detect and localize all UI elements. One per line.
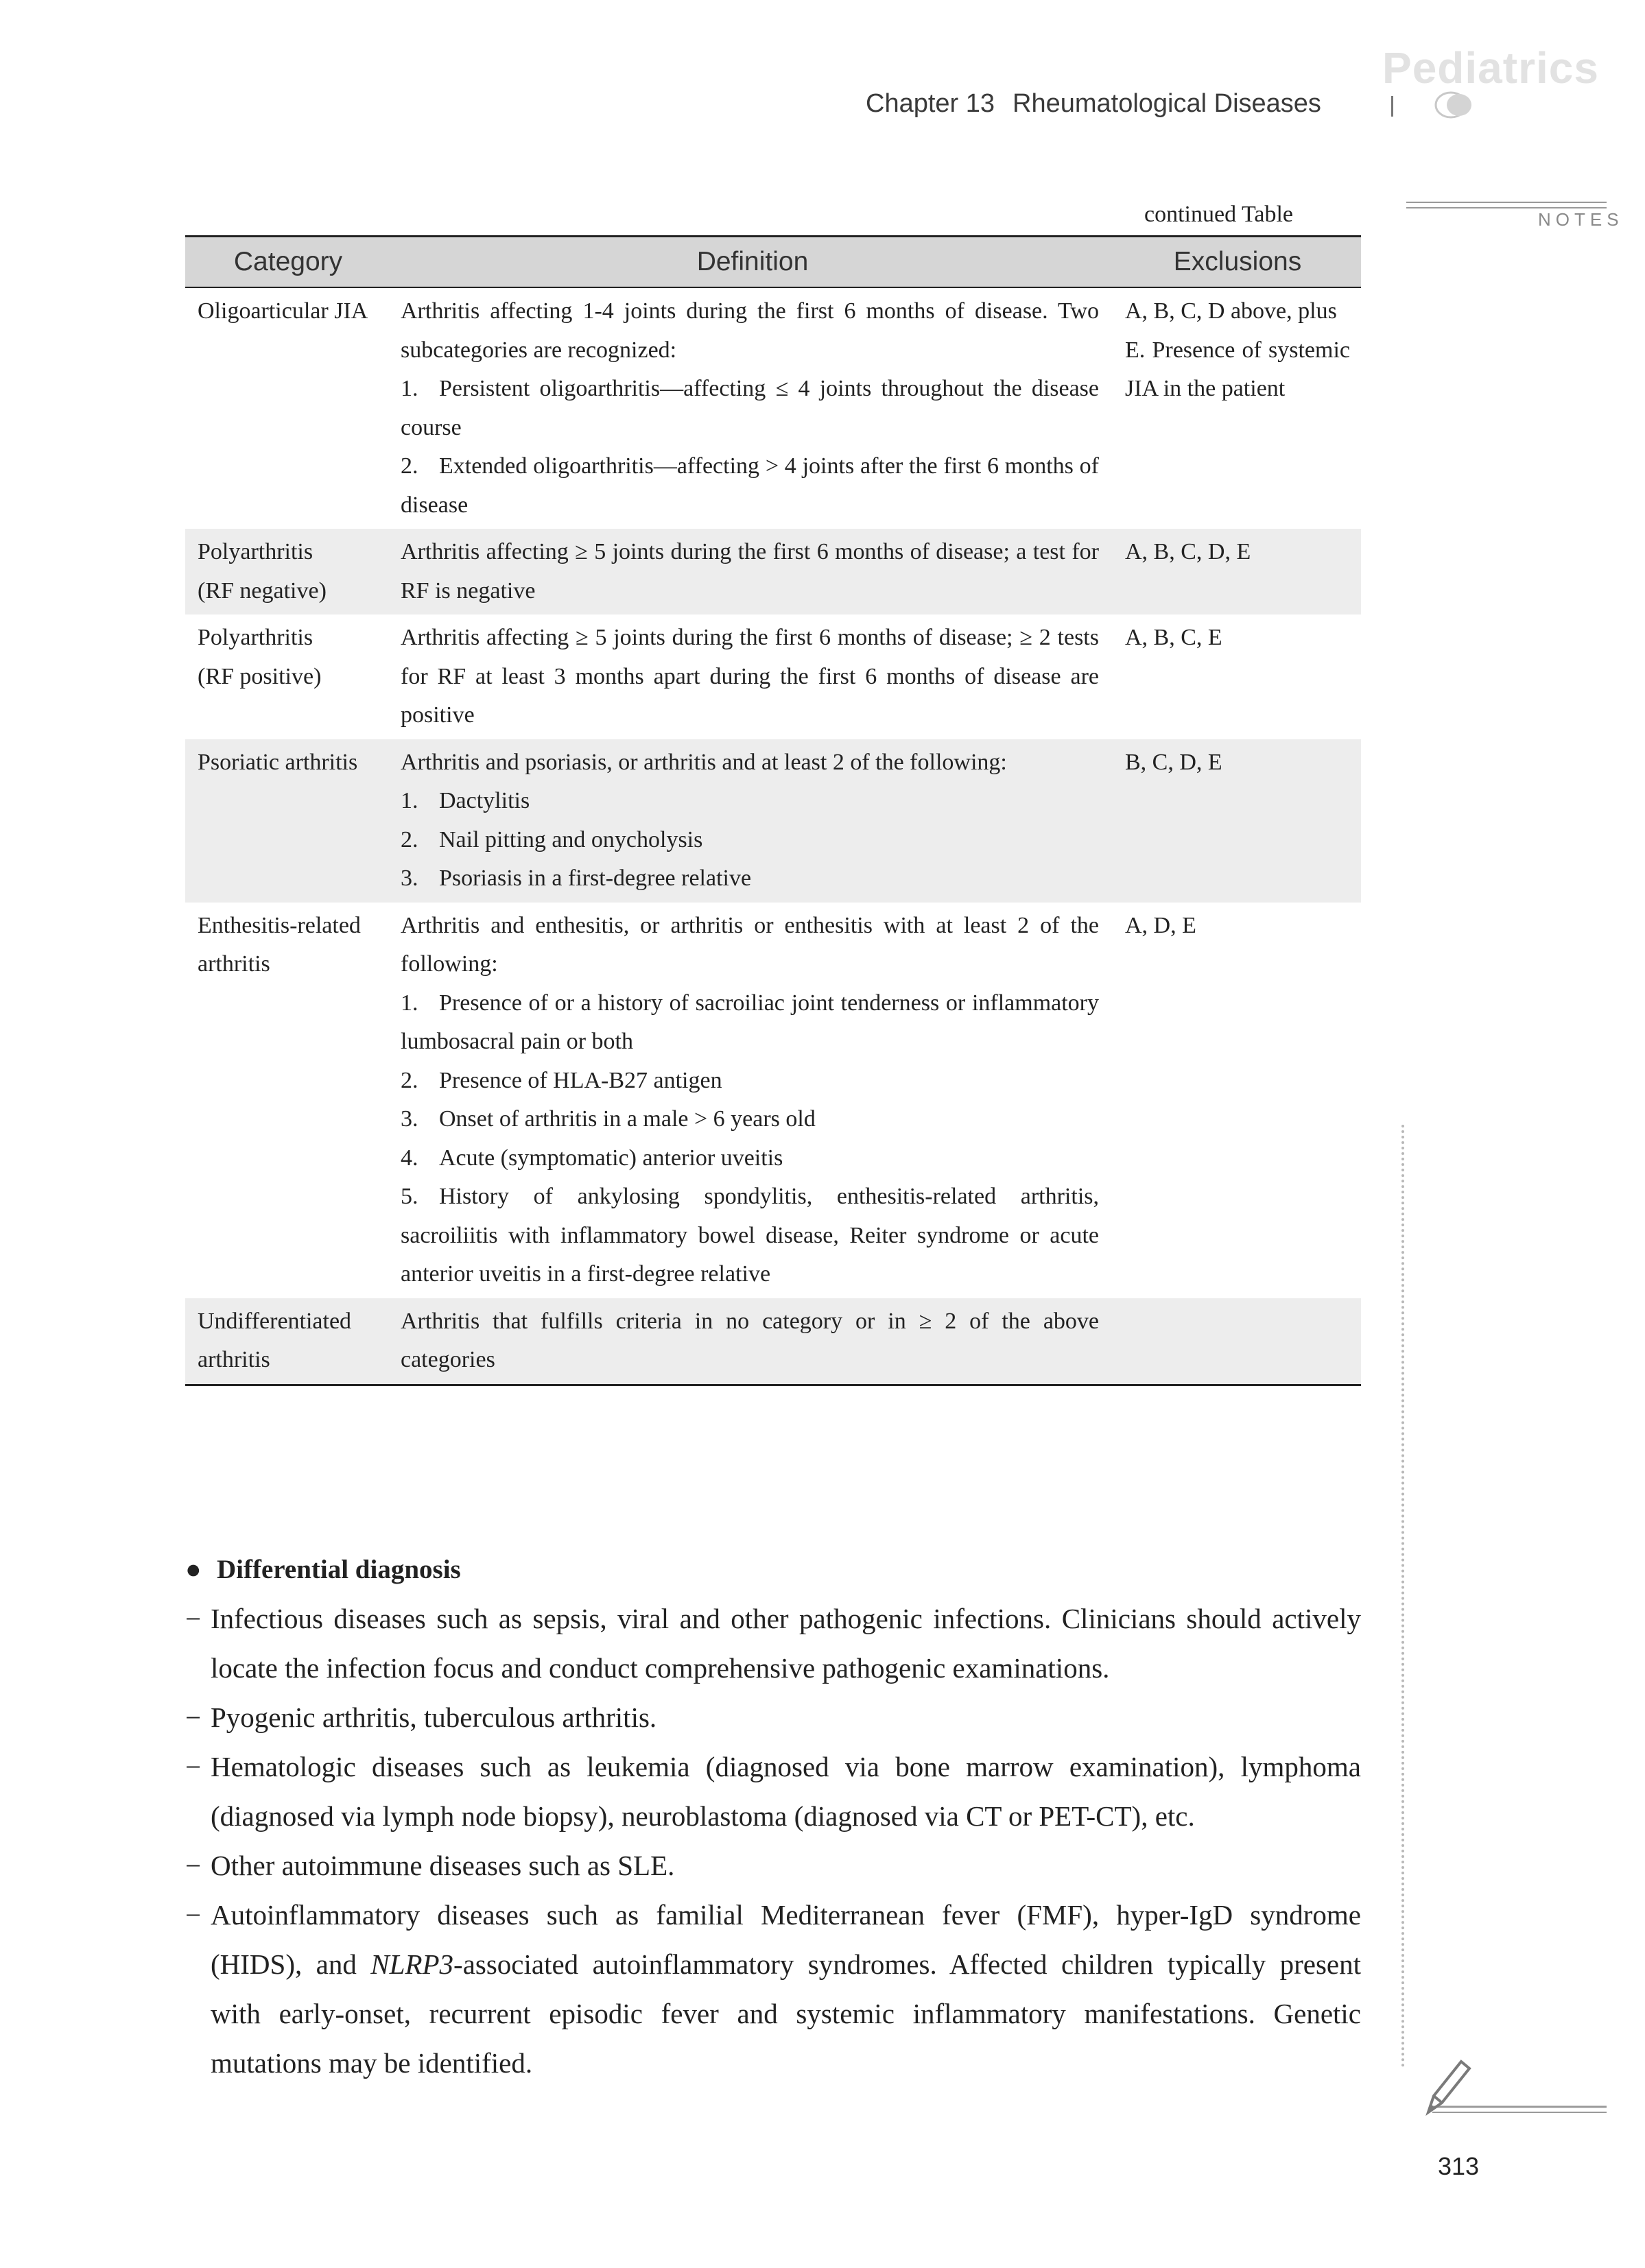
category-text: Polyarthritis xyxy=(198,539,313,564)
exclusions-cell xyxy=(1114,287,1361,529)
definition-item: 2. Presence of HLA-B27 antigen xyxy=(401,1067,722,1093)
notes-rule-top xyxy=(1406,202,1607,203)
dash-icon: − xyxy=(185,1702,202,1733)
definition-item: 5. History of ankylosing spondylitis, enthesitis-related arthritis, sacroiliitis with inflammatory bowel disease, Reiter syndrome or acute anterior uveitis in a first-degree relative xyxy=(401,1184,1099,1287)
definition-item: 4. Acute (symptomatic) anterior uveitis xyxy=(401,1145,783,1171)
list-item: − Pyogenic arthritis, tuberculous arthritis. xyxy=(185,1693,1361,1742)
list-item: − Autoinflammatory diseases such as familial Mediterranean fever (FMF), hyper-IgD syndrome (HIDS), and NLRP3-associated autoinflammatory syndromes. Affected children typically present with early-onset, recurrent episodic fever and systemic inflammatory manifestations. Genetic mutations may be identified. xyxy=(185,1890,1361,2088)
header-divider xyxy=(1391,96,1393,117)
definition-cell xyxy=(391,287,1114,529)
chapter-number: Chapter 13 xyxy=(866,89,995,118)
category-cell xyxy=(185,529,391,614)
category-text: Polyarthritis xyxy=(198,625,313,650)
exclusion-line: A, B, C, D, E xyxy=(1125,539,1251,564)
definition-item: 3. Psoriasis in a first-degree relative xyxy=(401,866,752,891)
definition-cell xyxy=(391,1298,1114,1384)
page-number: 313 xyxy=(1438,2152,1480,2180)
column-header-definition: Definition xyxy=(391,237,1114,287)
definition-cell xyxy=(391,529,1114,614)
exclusions-cell xyxy=(1114,903,1361,1298)
definition-intro: Arthritis and enthesitis, or arthritis or enthesitis with at least 2 of the following: xyxy=(401,912,1099,977)
category-text: Undifferentiated xyxy=(198,1308,352,1334)
header-logo-icon xyxy=(1430,88,1485,122)
category-cell xyxy=(185,614,391,739)
definition-item: 1. Persistent oligoarthritis—affecting ≤ 4 joints throughout the disease course xyxy=(401,376,1099,440)
category-cell xyxy=(185,903,391,1298)
definition-item: 3. Onset of arthritis in a male > 6 years old xyxy=(401,1106,816,1132)
table-row xyxy=(185,529,1361,614)
bullet-icon: ● xyxy=(185,1555,202,1584)
column-header-category: Category xyxy=(185,237,391,287)
table-header-row xyxy=(185,237,1361,287)
category-subtext: (RF negative) xyxy=(198,577,327,604)
differential-list xyxy=(185,1594,1361,2088)
list-item: − Hematologic diseases such as leukemia (diagnosed via bone marrow examination), lymphoma (diagnosed via lymph node biopsy), neuroblastoma (diagnosed via CT or PET-CT), etc. xyxy=(185,1742,1361,1841)
definition-cell xyxy=(391,739,1114,903)
definition-intro: Arthritis affecting ≥ 5 joints during the first 6 months of disease; a test for RF is negative xyxy=(401,539,1099,604)
category-cell xyxy=(185,287,391,529)
notes-dotted-line xyxy=(1401,1125,1404,2068)
dash-icon: − xyxy=(185,1751,202,1782)
definition-intro: Arthritis affecting ≥ 5 joints during the first 6 months of disease; ≥ 2 tests for RF at least 3 months apart during the first 6 months of disease are positive xyxy=(401,625,1099,728)
list-item: − Other autoimmune diseases such as SLE. xyxy=(185,1841,1361,1890)
exclusions-cell xyxy=(1114,739,1361,903)
table-row xyxy=(185,287,1361,529)
definition-item: 1. Dactylitis xyxy=(401,788,530,813)
exclusion-line: A, D, E xyxy=(1125,912,1196,938)
dash-icon: − xyxy=(185,1603,202,1634)
list-item: − Infectious diseases such as sepsis, viral and other pathogenic infections. Clinicians should actively locate the infection focus and conduct comprehensive pathogenic examinations. xyxy=(185,1594,1361,1693)
category-subtext: arthritis xyxy=(198,1347,270,1372)
notes-label: NOTES xyxy=(1538,209,1624,230)
pencil-icon xyxy=(1419,2051,1611,2119)
exclusion-line: A, B, C, E xyxy=(1125,625,1222,650)
jia-classification-table xyxy=(185,235,1361,1386)
category-text: Oligoarticular JIA xyxy=(198,298,368,324)
definition-intro: Arthritis affecting 1-4 joints during the first 6 months of disease. Two subcategories are recognized: xyxy=(401,298,1099,363)
section-heading xyxy=(185,1549,1361,1591)
exclusion-line: A, B, C, D above, plus xyxy=(1125,298,1337,324)
brand-watermark: Pediatrics xyxy=(1382,43,1599,93)
differential-diagnosis-section xyxy=(185,1549,1361,2088)
definition-item: 2. Nail pitting and onycholysis xyxy=(401,826,703,852)
definition-cell xyxy=(391,903,1114,1298)
table-row xyxy=(185,739,1361,903)
definition-intro: Arthritis that fulfills criteria in no category or in ≥ 2 of the above categories xyxy=(401,1308,1099,1372)
category-text: Enthesitis-related xyxy=(198,912,361,938)
table-caption: continued Table xyxy=(1144,202,1293,227)
category-subtext: (RF positive) xyxy=(198,663,322,689)
running-header xyxy=(866,89,1321,119)
table-row xyxy=(185,614,1361,739)
category-cell xyxy=(185,739,391,903)
notes-rule-bottom xyxy=(1406,207,1607,208)
exclusion-line: E. Presence of systemic JIA in the patient xyxy=(1125,337,1350,401)
category-text: Psoriatic arthritis xyxy=(198,749,358,775)
table-row xyxy=(185,1298,1361,1384)
column-header-exclusions: Exclusions xyxy=(1114,237,1361,287)
exclusions-cell xyxy=(1114,529,1361,614)
definition-item: 2. Extended oligoarthritis—affecting > 4 joints after the first 6 months of disease xyxy=(401,453,1099,518)
table-row xyxy=(185,903,1361,1298)
category-cell xyxy=(185,1298,391,1384)
gene-name: NLRP3 xyxy=(370,1948,454,1980)
dash-icon: − xyxy=(185,1899,202,1931)
definition-item: 1. Presence of or a history of sacroiliac joint tenderness or inflammatory lumbosacral pain or both xyxy=(401,990,1099,1054)
exclusions-cell xyxy=(1114,1298,1361,1384)
section-heading-text: Differential diagnosis xyxy=(217,1555,461,1584)
category-subtext: arthritis xyxy=(198,951,270,977)
exclusion-line: B, C, D, E xyxy=(1125,749,1222,775)
exclusions-cell xyxy=(1114,614,1361,739)
dash-icon: − xyxy=(185,1850,202,1881)
chapter-title: Rheumatological Diseases xyxy=(1013,89,1321,118)
definition-intro: Arthritis and psoriasis, or arthritis and at least 2 of the following: xyxy=(401,749,1007,775)
definition-cell xyxy=(391,614,1114,739)
